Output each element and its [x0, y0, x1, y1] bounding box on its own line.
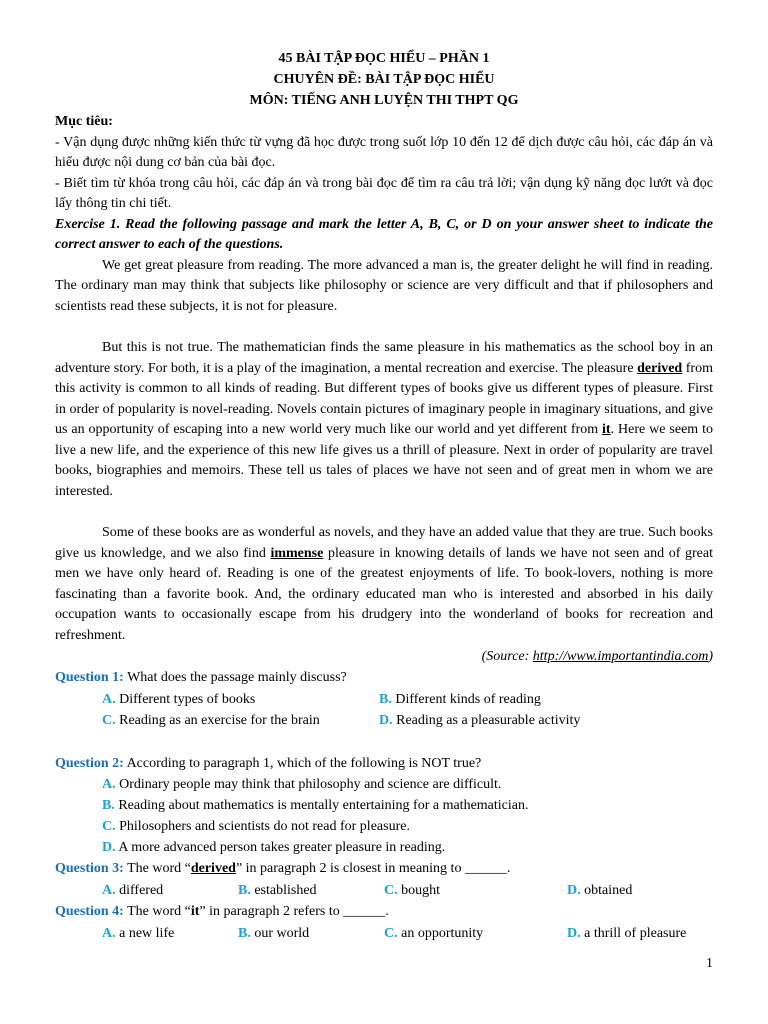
q3-option-d[interactable]: D. obtained [567, 882, 633, 898]
source-link[interactable]: http://www.importantindia.com [532, 649, 709, 664]
passage-paragraph-2: But this is not true. The mathematician finds the same pleasure in his mathematics as the school boy in an adventure story. For both, it is a play of the imagination, a mental recreation and exercise. The pleasure derived from this activity is common to all kinds of reading. But different types of books give us different types of pleasure. First in order of popularity is novel-reading. Novels contain pictures of imaginary people in imaginary situations, and give us an opportunity of escaping into a new world very much like our world and yet different from it. Here we seem to live a new life, and the experience of this new life gives us a thrill of pleasure. Next in order of popularity are travel books, biographies and memoirs. These tell us tales of places we have not seen and of great men in whom we are interested. [55, 340, 713, 499]
q4-keyword: it [190, 904, 200, 919]
keyword-immense: immense [270, 545, 324, 561]
question-2: Question 2: According to paragraph 1, which of the following is NOT true? [55, 755, 482, 771]
exercise-instruction: Exercise 1. Read the following passage and mark the letter A, B, C, or D on your answer sheet to indicate the correct answer to each of the questions. [55, 216, 713, 252]
q4-option-b[interactable]: B. our world [238, 925, 310, 941]
title-line-2: CHUYÊN ĐỀ: BÀI TẬP ĐỌC HIỂU [273, 72, 495, 87]
passage-source: (Source: http://www.importantindia.com) [481, 649, 713, 664]
document-page [55, 48, 713, 944]
goals-label: Mục tiêu: [55, 114, 113, 129]
q2-option-a[interactable]: A. Ordinary people may think that philosophy and science are difficult. [102, 777, 502, 792]
goal-item-2: - Biết tìm từ khóa trong câu hỏi, các đáp án và trong bài đọc để tìm ra câu trả lời; vận dụng kỹ năng đọc lướt và đọc lấy thông tin chi tiết. [55, 175, 713, 211]
goal-item-1: - Vận dụng được những kiến thức từ vựng đã học được trong suốt lớp 10 đến 12 để dịch được câu hỏi, các đáp án và hiểu được nội dung cơ bản của bài đọc. [55, 134, 713, 170]
q1-option-c[interactable]: C. Reading as an exercise for the brain [102, 713, 320, 728]
passage-paragraph-3: Some of these books are as wonderful as novels, and they have an added value that they are true. Such books give us knowledge, and we also find immense pleasure in knowing details of lands we have not seen and of great men we have only heard of. Reading is one of the greatest enjoyments of life. To book-lovers, nothing is more fascinating than a favorite book. And, the ordinary educated man who is interested and absorbed in his daily occupation wants to occasionally escape from his drudgery into the wonderland of books for recreation and refreshment. [55, 525, 713, 643]
q4-option-c[interactable]: C. an opportunity [384, 925, 484, 941]
q3-option-c[interactable]: C. bought [384, 882, 441, 898]
q1-option-a[interactable]: A. Different types of books [102, 691, 256, 707]
question-1-options-row-2 [55, 710, 713, 732]
question-4: Question 4: The word “it” in paragraph 2 refers to ______. [55, 904, 389, 919]
title-line-1: 45 BÀI TẬP ĐỌC HIỂU – PHẦN 1 [278, 51, 490, 66]
q2-option-d[interactable]: D. A more advanced person takes greater pleasure in reading. [102, 840, 446, 855]
q4-option-a[interactable]: A. a new life [102, 925, 175, 941]
q4-option-d[interactable]: D. a thrill of pleasure [567, 925, 687, 941]
question-3: Question 3: The word “derived” in paragraph 2 is closest in meaning to ______. [55, 861, 511, 876]
q3-option-a[interactable]: A. differed [102, 882, 164, 898]
question-3-options [55, 880, 713, 902]
q1-option-b[interactable]: B. Different kinds of reading [379, 691, 541, 707]
question-4-options [55, 923, 713, 945]
q3-option-b[interactable]: B. established [238, 882, 317, 898]
keyword-derived: derived [637, 360, 683, 376]
q3-keyword: derived [190, 861, 236, 876]
question-1-options-row-1 [55, 689, 713, 711]
title-line-3: MÔN: TIẾNG ANH LUYỆN THI THPT QG [249, 93, 519, 108]
page-number: 1 [706, 956, 713, 971]
q1-option-d[interactable]: D. Reading as a pleasurable activity [379, 713, 581, 728]
passage-paragraph-1: We get great pleasure from reading. The more advanced a man is, the greater delight he will find in reading. The ordinary man may think that subjects like philosophy or science are very difficult and that if philosophers and scientists read these subjects, it is not for pleasure. [55, 257, 713, 314]
keyword-it: it [602, 422, 611, 437]
q2-option-c[interactable]: C. Philosophers and scientists do not read for pleasure. [102, 819, 410, 834]
question-1: Question 1: What does the passage mainly discuss? [55, 670, 347, 685]
q2-option-b[interactable]: B. Reading about mathematics is mentally entertaining for a mathematician. [102, 798, 529, 813]
